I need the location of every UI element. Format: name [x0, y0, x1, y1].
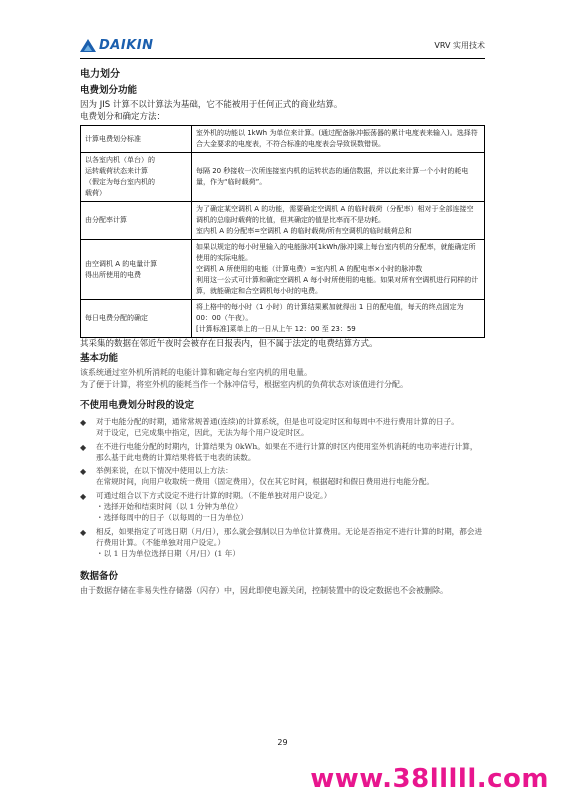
table-row: [81, 300, 485, 338]
table-right-text: 将上格中的每小时（1 小时）的计算结果累加就得出 1 日的配电值，每天的终点固定为 00：00（午夜）。: [196, 303, 464, 322]
list-item-text: 相反，如果指定了可选日期（月/日），那么就会强制以日为单位计算费用。无论是否指定不进行计算的时期，都会进行费用计算。（不能单独对用户设定。）: [96, 526, 483, 547]
table-left-text: 以各室内机（单台）的: [85, 156, 155, 164]
list-item-text: 在不进行电能分配的时期内，计算结果为 0kWh。如果在不进行计算的时区内使用室外机消耗的电功率进行计算，那么基于此电费的计算结果将低于电表的读数。: [96, 441, 478, 462]
list-item-text: 对于电能分配的时期，通常常规普通(连续)的计算系统，但是也可设定时区和每周中不进行费用计算的日子。: [96, 417, 459, 426]
daikin-logo-icon: [80, 39, 96, 52]
site-watermark: www.38lllll.com: [310, 764, 549, 794]
diamond-bullet-icon: ◆: [80, 442, 87, 452]
method-title: 电费划分和确定方法：: [80, 112, 166, 122]
subtitle-billing-function: 电费划分功能: [80, 85, 138, 96]
billing-method-table: [80, 125, 485, 338]
table-right-text: 空调机 A 所使用的电能（计算电费）=室内机 A 的配电率×小时的脉冲数: [196, 265, 423, 273]
table-left-text: 每日电费分配的确定: [85, 314, 148, 322]
list-item-text: ・以 1 日为单位选择日期（月/日）(1 年）: [96, 549, 240, 559]
list-item: [80, 465, 485, 488]
page-number: 29: [277, 738, 288, 747]
list-item-text: ・选择开始和结束时间（以 1 分钟为单位）: [96, 502, 243, 512]
table-row: [81, 240, 485, 300]
diamond-bullet-icon: ◆: [80, 491, 87, 501]
table-left-text: 计算电费划分标准: [85, 134, 141, 143]
table-left-text: （假定为每台室内机的: [85, 178, 155, 186]
diamond-bullet-icon: ◆: [80, 527, 87, 537]
section-title-power-division: 电力划分: [80, 69, 120, 80]
table-left-cell: [81, 300, 192, 338]
table-left-text: 由分配率计算: [85, 216, 127, 224]
table-right-text: 室内机 A 的分配率=空调机 A 的临时载荷/所有空调机的临时载荷总和: [196, 227, 412, 235]
table-right-text: 室外机的功能以 1kWh 为单位来计算。(通过配备脉冲振荡器的累计电度表来输入)。选择符合大金要求的电度表，不符合标准的电度表会导致误数错误。: [196, 129, 478, 148]
daikin-logo: DAIKIN: [80, 36, 153, 54]
no-billing-period-title: 不使用电费划分时段的设定: [80, 400, 195, 411]
data-backup-text: 由于数据存储在非易失性存储器（闪存）中，因此即使电源关闭，控制装置中的设定数据也不会被删除。: [80, 585, 448, 595]
basic-function-section: [80, 352, 485, 391]
list-item-text: 可通过组合以下方式设定不进行计算的时期。（不能单独对用户设定。）: [96, 490, 332, 500]
intro-text: 因为 JIS 计算不以计算法为基础，它不能被用于任何正式的商业结算。: [80, 100, 343, 110]
diamond-bullet-icon: ◆: [80, 418, 87, 427]
basic-function-title: 基本功能: [80, 353, 119, 364]
table-right-text: 每隔 20 秒接收一次所连接室内机的运转状态的通信数据，并以此来计算一个小时的耗电量，作为“临时载荷”。: [196, 167, 469, 186]
table-right-text: 利用这一公式可计算和确定空调机 A 每小时所使用的电能。如果对所有空调机进行同样的计算，就能确定和合空调机每小时的电费。: [196, 276, 479, 295]
list-item-text: 在常规时间，向用户收取统一费用（固定费用），仅在其它时间，根据超时和假日费用进行电能分配。: [96, 477, 434, 487]
table-left-text: 得出所使用的电费: [85, 270, 141, 279]
list-item-text: 对于设定，已完成集中指定，因此，无法为每个用户设定时区。: [96, 428, 309, 438]
list-item-text: ・选择每周中的日子（以每周的一日为单位）: [96, 513, 248, 523]
table-right-text: 如果以规定的每小时里输入的电能脉冲[1kWh/脉冲]乘上每台室内机的分配率，就能确定所使用的实际电能。: [196, 243, 476, 262]
table-right-text: 为了确定某空调机 A 的功能，需要确定空调机 A 的临时载荷（分配率）相对于全部连接空调机的总临时载荷的比值，但其确定的值是比率而不是功耗。: [196, 205, 474, 224]
table-left-cell: [81, 202, 192, 240]
table-right-cell: [192, 126, 485, 153]
table-row: [81, 153, 485, 202]
table-row: [81, 202, 485, 240]
list-item: [80, 526, 485, 560]
table-left-text: 载荷）: [85, 189, 106, 197]
table-left-text: 运转载荷状态来计算: [85, 167, 148, 175]
diamond-bullet-icon: ◆: [80, 467, 87, 477]
no-billing-period-section: [80, 399, 485, 560]
data-backup-section: [80, 570, 485, 597]
table-row: [81, 126, 485, 153]
table-right-text: [计算标准]菜单上的一日从上午 12：00 至 23：59: [196, 325, 356, 333]
basic-line-2: 为了便于计算，将室外机的能耗当作一个脉冲信号，根据室内机的负荷状态对该值进行分配。: [80, 380, 408, 389]
table-left-cell: [81, 153, 192, 202]
list-item: [80, 441, 485, 464]
page-header: [80, 36, 485, 59]
basic-line-1: 该系统通过室外机所消耗的电能计算和确定每台室内机的用电量。: [80, 368, 312, 377]
list-item-text: 举例来说，在以下情况中使用以上方法：: [96, 466, 233, 476]
table-left-cell: [81, 240, 192, 300]
list-item: [80, 490, 485, 524]
list-item: [80, 416, 485, 439]
table-right-cell: [192, 240, 485, 300]
data-backup-title: 数据备份: [80, 570, 119, 582]
table-left-text: 由空调机 A 的电量计算: [85, 259, 158, 268]
table-right-cell: [192, 153, 485, 202]
table-right-cell: [192, 202, 485, 240]
setting-bullet-list: [80, 416, 485, 560]
table-left-cell: [81, 126, 192, 153]
table-right-cell: [192, 300, 485, 338]
after-table-note: 其采集的数据在邻近午夜时会被存在日报表内，但不属于法定的电费结算方式。: [80, 339, 378, 349]
page-content: [80, 68, 485, 597]
header-title: VRV 实用技术: [434, 41, 485, 50]
